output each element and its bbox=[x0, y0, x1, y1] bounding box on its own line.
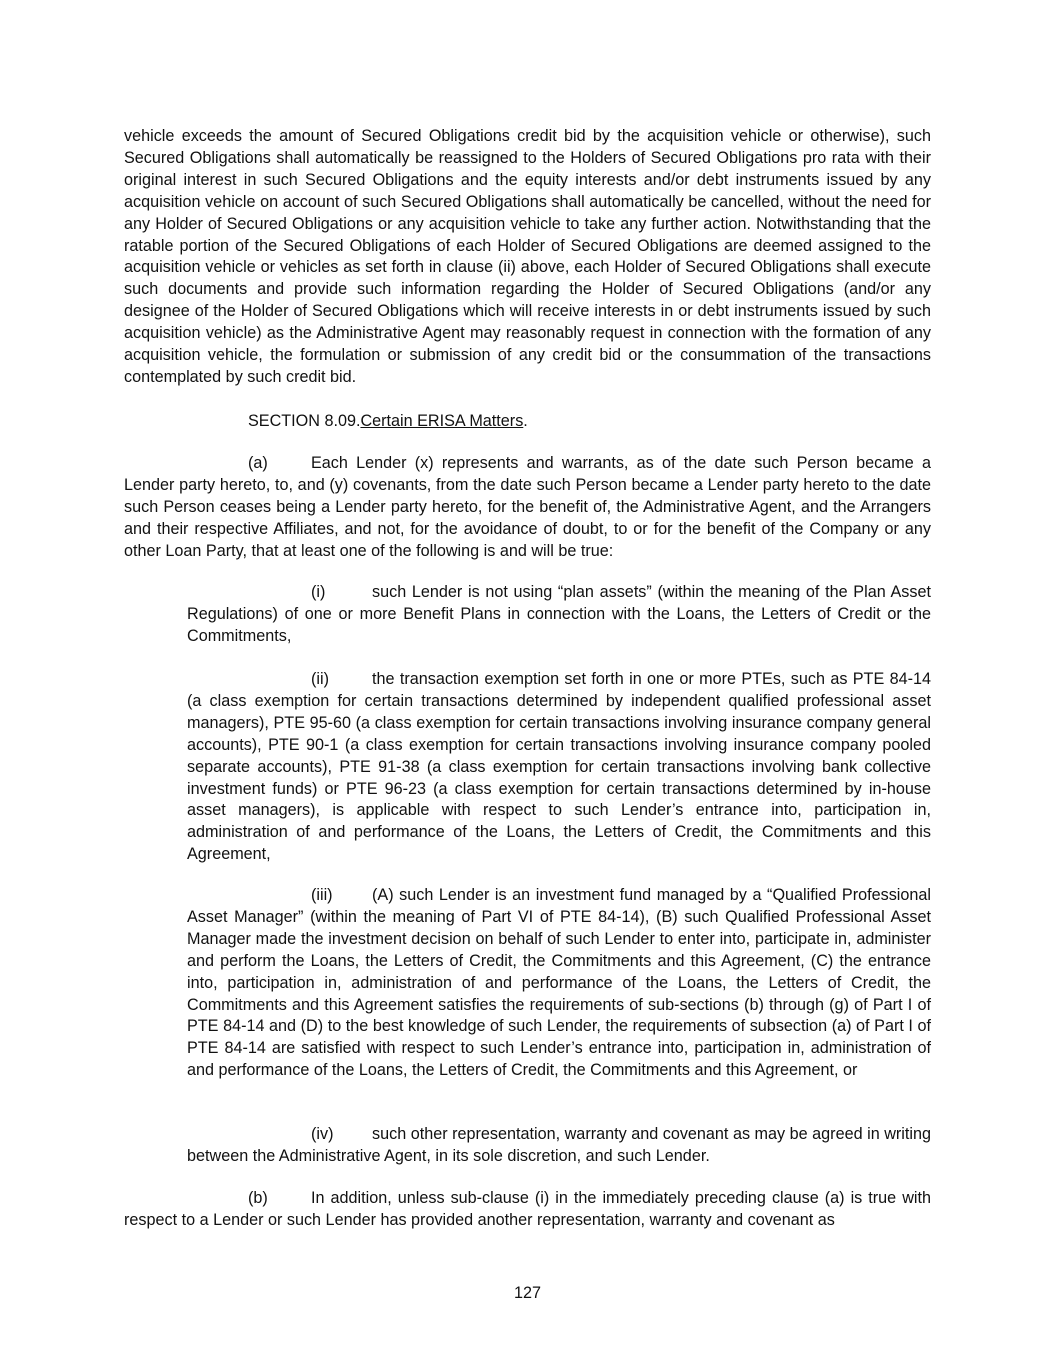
subclause-iii-text: (A) such Lender is an investment fund managed by a “Qualified Professional Asset Manager” (within the meaning of Part VI of PTE 84-14), (B) such Qualified Professional Asset Manager made the investment decision on behalf of such Lender to enter into, participate in, administer and perform the Loans, the Letters of Credit, the Commitments and this Agreement, (C) the entrance into, participation in, administration of and performance of the Loans, the Letters of Credit, the Commitments and this Agreement satisfies the requirements of sub-sections (b) through (g) of Part I of PTE 84-14 and (D) to the best knowledge of such Lender, the requirements of subsection (a) of Part I of PTE 84-14 are satisfied with respect to such Lender’s entrance into, participation in, administration of and performance of the Loans, the Letters of Credit, the Commitments and this Agreement, or bbox=[187, 886, 931, 1080]
clause-a-paragraph bbox=[124, 453, 931, 563]
section-title-suffix: . bbox=[523, 412, 528, 430]
subclause-iii-paragraph bbox=[187, 885, 931, 1082]
subclause-iv-paragraph bbox=[187, 1124, 931, 1168]
subclause-ii-label: (ii) bbox=[311, 670, 329, 688]
subclause-i-text: such Lender is not using “plan assets” (within the meaning of the Plan Asset Regulations) of one or more Benefit Plans in connection with the Loans, the Letters of Credit or the Commitments, bbox=[187, 583, 931, 645]
subclause-iv-text: such other representation, warranty and covenant as may be agreed in writing between the Administrative Agent, in its sole discretion, and such Lender. bbox=[187, 1125, 931, 1165]
clause-a-text: Each Lender (x) represents and warrants, as of the date such Person became a Lender party hereto, to, and (y) covenants, from the date such Person became a Lender party hereto to the date such Person ceases being a Lender party hereto, for the benefit of, the Administrative Agent, and the Arrangers and their respective Affiliates, and not, for the avoidance of doubt, to or for the benefit of the Company or any other Loan Party, that at least one of the following is and will be true: bbox=[124, 454, 931, 560]
subclause-ii-text: the transaction exemption set forth in one or more PTEs, such as PTE 84-14 (a class exemption for certain transactions determined by independent qualified professional asset managers), PTE 95-60 (a class exemption for certain transactions involving insurance company general accounts), PTE 90-1 (a class exemption for certain transactions involving insurance company pooled separate accounts), PTE 91-38 (a class exemption for certain transactions involving bank collective investment funds) or PTE 96-23 (a class exemption for certain transactions determined by in-house asset managers), is applicable with respect to such Lender’s entrance into, participation in, administration of and performance of the Loans, the Letters of Credit, the Commitments and this Agreement, bbox=[187, 670, 931, 864]
page-number: 127 bbox=[513, 1284, 541, 1302]
continuation-paragraph: vehicle exceeds the amount of Secured Obligations credit bid by the acquisition vehicle or otherwise), such Secured Obligations shall automatically be reassigned to the Holders of Secured Obligations pro rata with their original interest in such Secured Obligations and the equity interests and/or debt instruments issued by any acquisition vehicle on account of such Secured Obligations shall automatically be cancelled, without the need for any Holder of Secured Obligations or any acquisition vehicle to take any further action. Notwithstanding that the ratable portion of the Secured Obligations of each Holder of Secured Obligations are deemed assigned to the acquisition vehicle or vehicles as set forth in clause (ii) above, each Holder of Secured Obligations shall execute such documents and provide such information regarding the Holder of Secured Obligations (and/or any designee of the Holder of Secured Obligations which will receive interests in or debt instruments issued by such acquisition vehicle) as the Administrative Agent may reasonably request in connection with the formation of any acquisition vehicle, the formulation or submission of any credit bid or the consummation of the transactions contemplated by such credit bid. bbox=[124, 127, 931, 386]
clause-b-paragraph bbox=[124, 1188, 931, 1232]
subclause-i-label: (i) bbox=[311, 583, 326, 601]
subclause-iii-label: (iii) bbox=[311, 886, 333, 904]
clause-b-text: In addition, unless sub-clause (i) in the immediately preceding clause (a) is true with respect to a Lender or such Lender has provided another representation, warranty and covenant as bbox=[124, 1189, 931, 1229]
section-title: Certain ERISA Matters bbox=[360, 412, 524, 430]
clause-a-label: (a) bbox=[248, 454, 268, 472]
subclause-iv-label: (iv) bbox=[311, 1125, 334, 1143]
subclause-i-paragraph bbox=[187, 582, 931, 648]
clause-b-label: (b) bbox=[248, 1189, 268, 1207]
section-heading bbox=[248, 411, 528, 433]
section-number: SECTION 8.09. bbox=[248, 412, 361, 430]
subclause-ii-paragraph bbox=[187, 669, 931, 866]
